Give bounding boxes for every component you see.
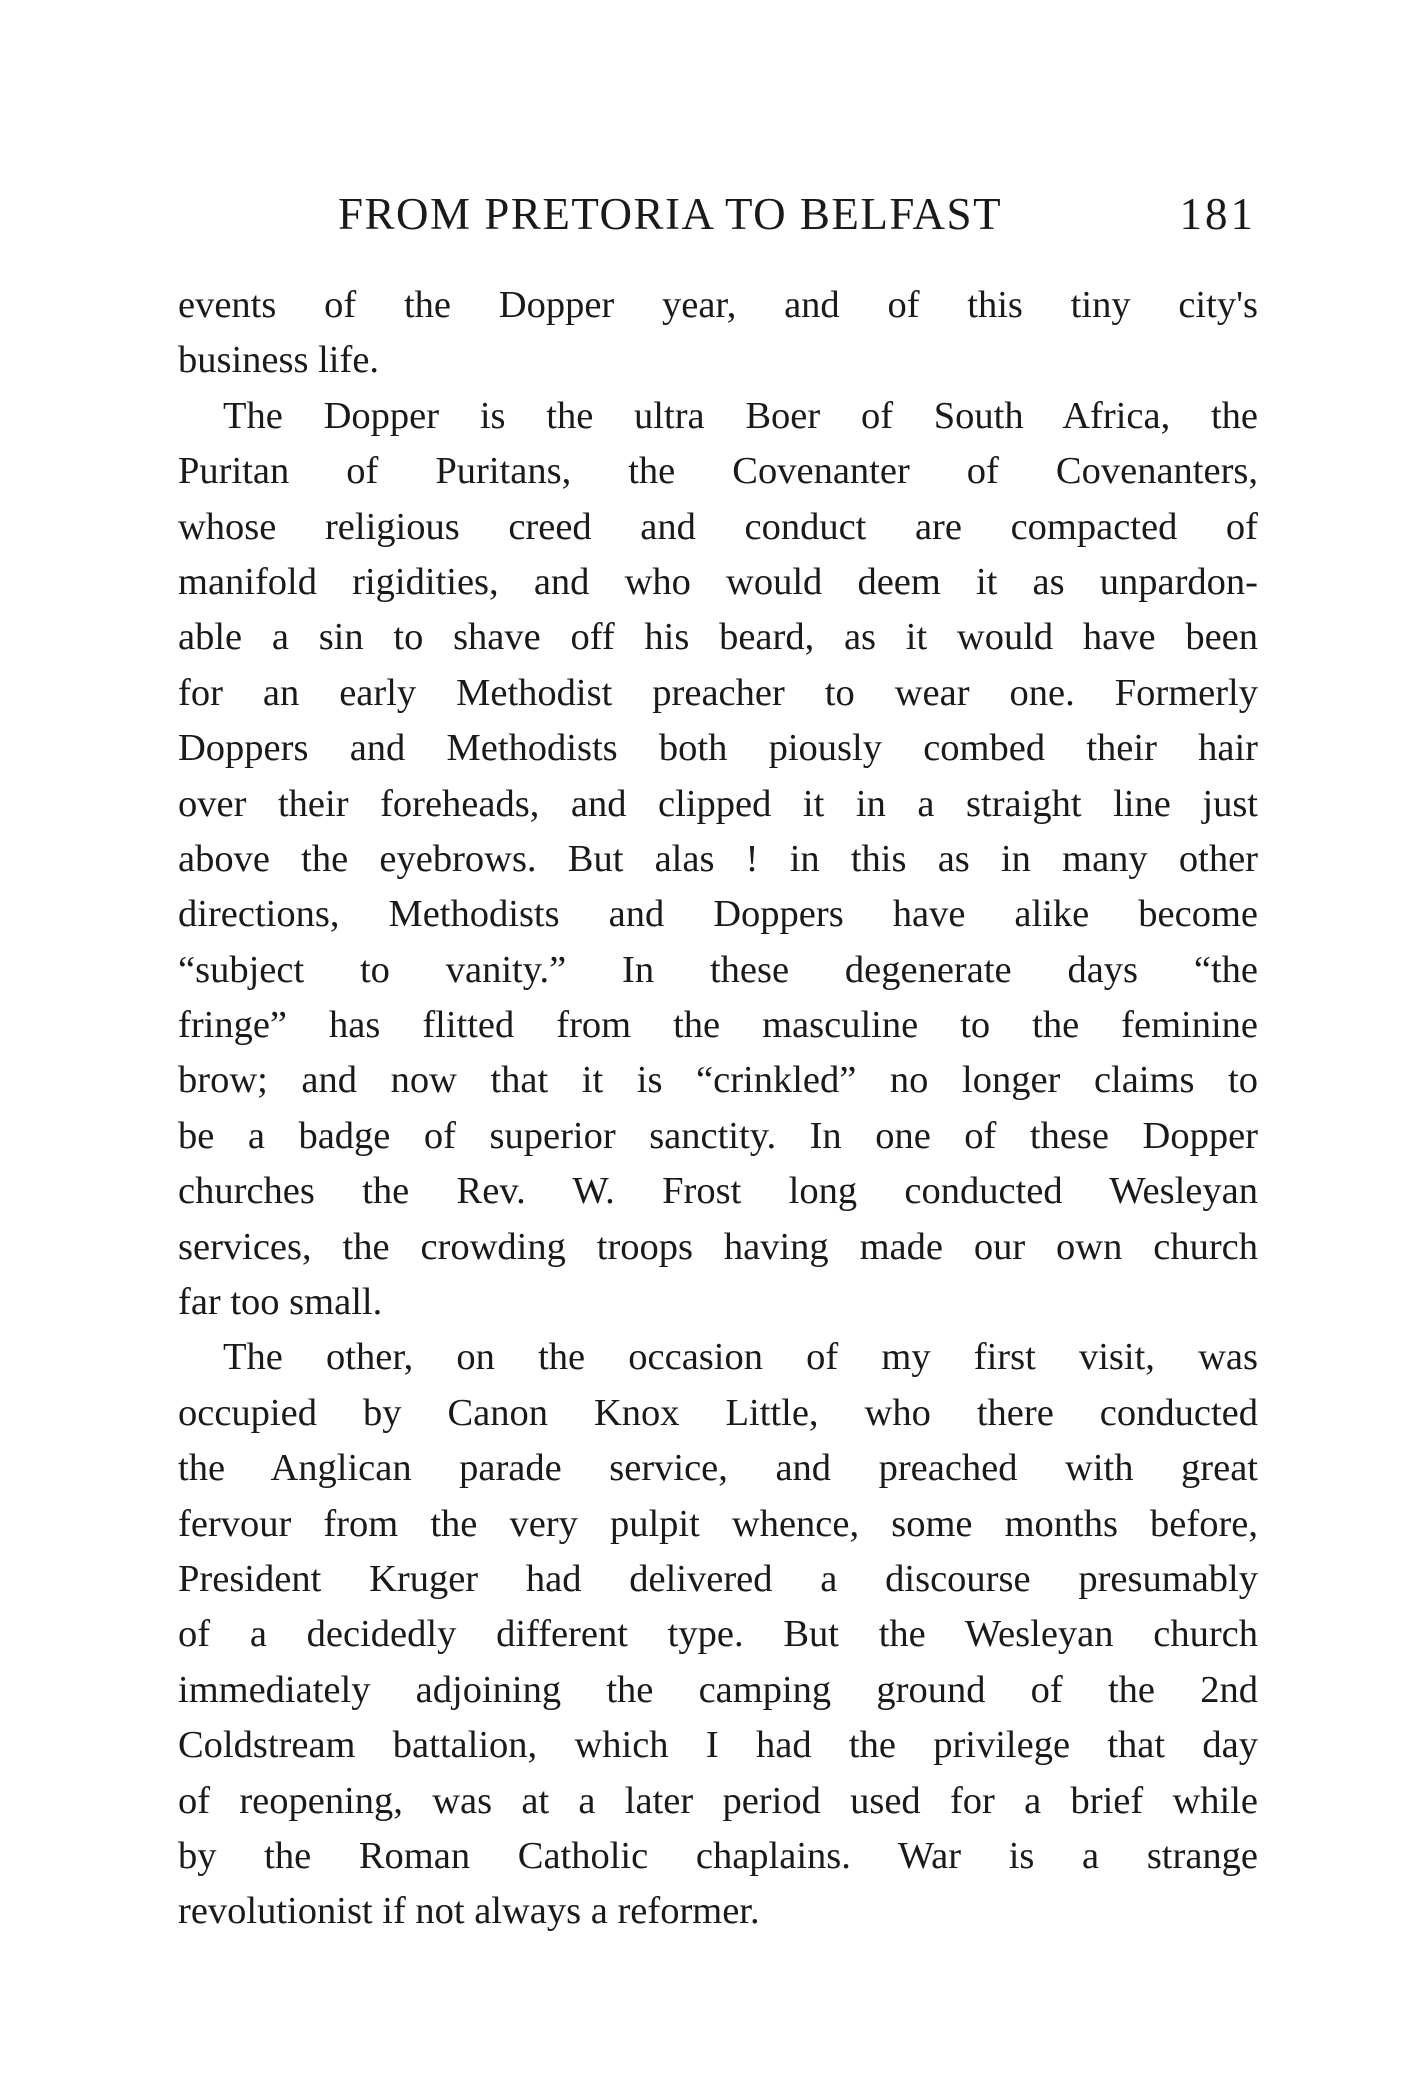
text-line: fringe” has flitted from the masculine to the feminine	[178, 1004, 1258, 1047]
text-line: of reopening, was at a later period used for a brief while	[178, 1779, 1258, 1822]
text-line: for an early Methodist preacher to wear one. Formerly	[178, 671, 1258, 714]
text-line: revolutionist if not always a reformer.	[178, 1890, 760, 1933]
text-line: brow; and now that it is “crinkled” no longer claims to	[178, 1059, 1258, 1102]
text-line: “subject to vanity.” In these degenerate days “the	[178, 948, 1258, 991]
text-line: Doppers and Methodists both piously combed their hair	[178, 727, 1258, 770]
text-line: directions, Methodists and Doppers have alike become	[178, 893, 1258, 936]
running-title: FROM PRETORIA TO BELFAST	[338, 189, 1003, 239]
text-line: manifold rigidities, and who would deem it as unpardon-	[178, 560, 1258, 603]
text-line: of a decidedly different type. But the Wesleyan church	[178, 1613, 1258, 1656]
text-line: over their foreheads, and clipped it in a straight line just	[178, 782, 1258, 825]
text-line: President Kruger had delivered a discourse presumably	[178, 1557, 1258, 1600]
text-line: churches the Rev. W. Frost long conducted Wesleyan	[178, 1170, 1258, 1213]
text-line: able a sin to shave off his beard, as it would have been	[178, 616, 1258, 659]
text-line: events of the Dopper year, and of this tiny city's	[178, 284, 1258, 326]
text-line: services, the crowding troops having made our own church	[178, 1225, 1258, 1268]
paragraph-3	[178, 1330, 1258, 1939]
running-head	[178, 184, 1258, 244]
text-line: business life.	[178, 339, 380, 382]
text-line: above the eyebrows. But alas ! in this as in many other	[178, 837, 1258, 880]
text-line: be a badge of superior sanctity. In one of these Dopper	[178, 1114, 1258, 1157]
body-text	[178, 278, 1258, 1940]
text-line: by the Roman Catholic chaplains. War is a strange	[178, 1834, 1258, 1877]
text-line: The Dopper is the ultra Boer of South Africa, the	[223, 394, 1258, 437]
text-line: immediately adjoining the camping ground of the 2nd	[178, 1668, 1258, 1711]
text-line: Puritan of Puritans, the Covenanter of Covenanters,	[178, 450, 1258, 493]
text-line: occupied by Canon Knox Little, who there conducted	[178, 1391, 1258, 1434]
page-number: 181	[1179, 189, 1256, 239]
paragraph-1	[178, 278, 1258, 389]
text-line: Coldstream battalion, which I had the privilege that day	[178, 1724, 1258, 1767]
paragraph-2	[178, 389, 1258, 1331]
text-line: far too small.	[178, 1281, 383, 1324]
text-line: whose religious creed and conduct are compacted of	[178, 505, 1258, 548]
text-line: The other, on the occasion of my first visit, was	[223, 1336, 1258, 1379]
text-line: the Anglican parade service, and preached with great	[178, 1447, 1258, 1490]
text-line: fervour from the very pulpit whence, some months before,	[178, 1502, 1258, 1545]
